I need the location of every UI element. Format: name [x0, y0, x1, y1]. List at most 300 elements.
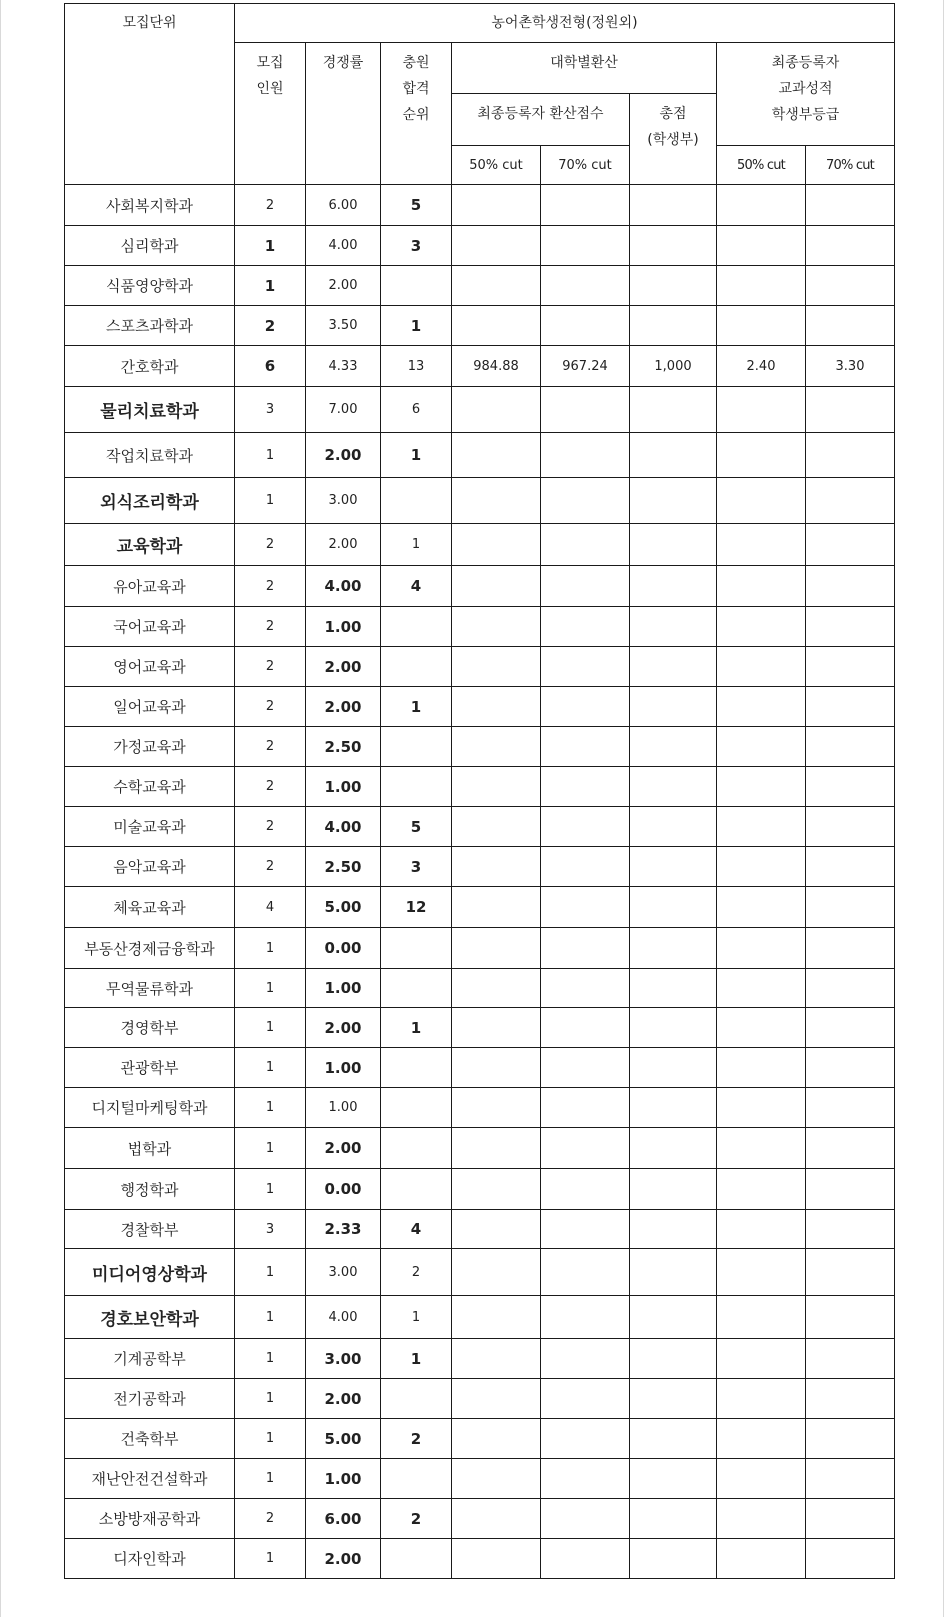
rank-cell: 4: [381, 1210, 452, 1249]
grade-cut50-cell: [717, 928, 806, 969]
score-cut50-cell: [452, 969, 541, 1008]
grade-cut50-cell: [717, 687, 806, 727]
score-cut70-cell: [541, 1379, 630, 1419]
rank-cell: [381, 1088, 452, 1128]
total-cell: [630, 524, 717, 566]
score-cut70-cell: [541, 1008, 630, 1048]
header-final-grade-line1: 최종등록자: [771, 55, 840, 71]
rank-cell: [381, 647, 452, 687]
rank-cell: [381, 1128, 452, 1169]
quota-cell: 1: [235, 1459, 306, 1499]
rank-cell: [381, 478, 452, 524]
quota-cell: 1: [235, 1249, 306, 1296]
quota-cell: 1: [235, 1419, 306, 1459]
grade-cut50-cell: [717, 524, 806, 566]
quota-cell: 2: [235, 185, 306, 226]
dept-cell: 행정학과: [65, 1169, 235, 1210]
total-cell: [630, 1499, 717, 1539]
table-row: [65, 969, 895, 1008]
dept-cell: 경호보안학과: [65, 1296, 235, 1339]
grade-cut50-cell: [717, 1379, 806, 1419]
score-cut50-cell: [452, 433, 541, 478]
grade-cut70-cell: [806, 807, 895, 847]
table-row: [65, 346, 895, 387]
rank-cell: 5: [381, 185, 452, 226]
rank-cell: [381, 266, 452, 306]
header-univ-conv: [452, 43, 717, 94]
header-final-grade-line2: 교과성적: [778, 81, 833, 97]
score-cut50-cell: [452, 226, 541, 266]
grade-cut50-cell: [717, 847, 806, 887]
header-quota: [235, 43, 306, 185]
score-cut50-cell: [452, 1128, 541, 1169]
rank-cell: [381, 1539, 452, 1579]
rate-cell: 5.00: [306, 887, 381, 928]
total-cell: 1,000: [630, 346, 717, 387]
rank-cell: 4: [381, 566, 452, 607]
rate-cell: 4.33: [306, 346, 381, 387]
score-cut70-cell: [541, 727, 630, 767]
grade-cut70-cell: [806, 185, 895, 226]
grade-cut70-cell: [806, 727, 895, 767]
dept-cell: 수학교육과: [65, 767, 235, 807]
score-cut70-cell: [541, 1169, 630, 1210]
grade-cut50-cell: [717, 807, 806, 847]
quota-cell: 1: [235, 1296, 306, 1339]
grade-cut70-cell: [806, 647, 895, 687]
rate-cell: 2.00: [306, 266, 381, 306]
score-cut70-cell: [541, 306, 630, 346]
table-row: [65, 1169, 895, 1210]
grade-cut70-cell: [806, 969, 895, 1008]
table-row: [65, 1419, 895, 1459]
table-body: [65, 4, 895, 1579]
header-rank-line2: 합격: [402, 81, 430, 97]
total-cell: [630, 266, 717, 306]
rank-cell: [381, 1379, 452, 1419]
dept-cell: 디자인학과: [65, 1539, 235, 1579]
dept-cell: 기계공학부: [65, 1339, 235, 1379]
score-cut70-cell: [541, 185, 630, 226]
rank-cell: [381, 928, 452, 969]
score-cut70-cell: [541, 1048, 630, 1088]
table-row: [65, 478, 895, 524]
quota-cell: 2: [235, 807, 306, 847]
dept-cell: 심리학과: [65, 226, 235, 266]
rate-cell: 0.00: [306, 1169, 381, 1210]
dept-cell: 법학과: [65, 1128, 235, 1169]
table-row: [65, 1008, 895, 1048]
dept-cell: 국어교육과: [65, 607, 235, 647]
grade-cut70-cell: [806, 1008, 895, 1048]
rank-cell: 3: [381, 226, 452, 266]
grade-cut70-cell: [806, 607, 895, 647]
rank-cell: 5: [381, 807, 452, 847]
rate-cell: 1.00: [306, 1048, 381, 1088]
score-cut50-cell: [452, 607, 541, 647]
score-cut70-cell: [541, 847, 630, 887]
header-rate-text: 경쟁률: [322, 55, 364, 71]
header-quota-line2: 인원: [256, 81, 284, 97]
grade-cut50-cell: [717, 607, 806, 647]
table-row: [65, 767, 895, 807]
rank-cell: 2: [381, 1419, 452, 1459]
rank-cell: 1: [381, 1296, 452, 1339]
header-final-score: [452, 94, 630, 146]
dept-cell: 건축학부: [65, 1419, 235, 1459]
score-cut50-cell: [452, 1210, 541, 1249]
rank-cell: 2: [381, 1249, 452, 1296]
rank-cell: [381, 969, 452, 1008]
total-cell: [630, 1459, 717, 1499]
rank-cell: 1: [381, 433, 452, 478]
header-total-line2: (학생부): [647, 132, 699, 148]
score-cut70-cell: [541, 266, 630, 306]
quota-cell: 1: [235, 1048, 306, 1088]
dept-cell: 음악교육과: [65, 847, 235, 887]
rate-cell: 3.00: [306, 478, 381, 524]
quota-cell: 1: [235, 1008, 306, 1048]
rate-cell: 2.00: [306, 647, 381, 687]
table-row: [65, 687, 895, 727]
score-cut50-cell: [452, 687, 541, 727]
grade-cut50-cell: [717, 1008, 806, 1048]
header-final-score-text: 최종등록자 환산점수: [477, 106, 604, 122]
score-cut70-cell: [541, 647, 630, 687]
grade-cut70-cell: [806, 887, 895, 928]
dept-cell: 물리치료학과: [65, 387, 235, 433]
header-grade70: 70% cut: [806, 146, 895, 185]
header-unit: 모집단위: [65, 4, 235, 185]
grade-cut70-cell: [806, 1169, 895, 1210]
total-cell: [630, 1048, 717, 1088]
grade-cut70-cell: [806, 566, 895, 607]
total-cell: [630, 969, 717, 1008]
total-cell: [630, 1296, 717, 1339]
dept-cell: 유아교육과: [65, 566, 235, 607]
grade-cut70-cell: [806, 1210, 895, 1249]
score-cut50-cell: [452, 887, 541, 928]
score-cut70-cell: [541, 1339, 630, 1379]
total-cell: [630, 647, 717, 687]
dept-cell: 가정교육과: [65, 727, 235, 767]
dept-cell: 부동산경제금융학과: [65, 928, 235, 969]
table-row: [65, 226, 895, 266]
rate-cell: 2.00: [306, 1539, 381, 1579]
score-cut70-cell: [541, 607, 630, 647]
table-row: [65, 607, 895, 647]
quota-cell: 1: [235, 928, 306, 969]
quota-cell: 4: [235, 887, 306, 928]
score-cut70-cell: [541, 1249, 630, 1296]
dept-cell: 작업치료학과: [65, 433, 235, 478]
grade-cut50-cell: [717, 387, 806, 433]
grade-cut70-cell: [806, 687, 895, 727]
rank-cell: 1: [381, 1008, 452, 1048]
header-final-grade: [717, 43, 895, 146]
score-cut70-cell: [541, 807, 630, 847]
score-cut70-cell: [541, 524, 630, 566]
score-cut70-cell: [541, 1419, 630, 1459]
grade-cut50-cell: [717, 1249, 806, 1296]
grade-cut70-cell: [806, 1339, 895, 1379]
grade-cut70-cell: [806, 1499, 895, 1539]
page-left-border: [0, 0, 1, 1617]
grade-cut50-cell: [717, 1210, 806, 1249]
total-cell: [630, 1210, 717, 1249]
score-cut50-cell: [452, 1249, 541, 1296]
grade-cut70-cell: [806, 1249, 895, 1296]
dept-cell: 외식조리학과: [65, 478, 235, 524]
rank-cell: [381, 1169, 452, 1210]
grade-cut50-cell: [717, 1339, 806, 1379]
rank-cell: [381, 1459, 452, 1499]
total-cell: [630, 306, 717, 346]
rate-cell: 4.00: [306, 566, 381, 607]
dept-cell: 교육학과: [65, 524, 235, 566]
total-cell: [630, 1088, 717, 1128]
grade-cut50-cell: [717, 969, 806, 1008]
quota-cell: 1: [235, 1379, 306, 1419]
grade-cut70-cell: [806, 1128, 895, 1169]
rate-cell: 1.00: [306, 607, 381, 647]
score-cut50-cell: [452, 1169, 541, 1210]
score-cut70-cell: [541, 767, 630, 807]
total-cell: [630, 566, 717, 607]
grade-cut70-cell: [806, 1296, 895, 1339]
total-cell: [630, 478, 717, 524]
dept-cell: 전기공학과: [65, 1379, 235, 1419]
grade-cut70-cell: [806, 1419, 895, 1459]
quota-cell: 1: [235, 1169, 306, 1210]
dept-cell: 영어교육과: [65, 647, 235, 687]
rate-cell: 2.50: [306, 847, 381, 887]
score-cut50-cell: 984.88: [452, 346, 541, 387]
dept-cell: 무역물류학과: [65, 969, 235, 1008]
rank-cell: 2: [381, 1499, 452, 1539]
quota-cell: 2: [235, 767, 306, 807]
grade-cut70-cell: [806, 1379, 895, 1419]
table-row: [65, 524, 895, 566]
grade-cut70-cell: [806, 266, 895, 306]
rank-cell: 3: [381, 847, 452, 887]
rate-cell: 3.00: [306, 1249, 381, 1296]
grade-cut70-cell: 3.30: [806, 346, 895, 387]
score-cut70-cell: [541, 1539, 630, 1579]
score-cut50-cell: [452, 1048, 541, 1088]
dept-cell: 미술교육과: [65, 807, 235, 847]
rank-cell: 13: [381, 346, 452, 387]
rank-cell: [381, 607, 452, 647]
quota-cell: 1: [235, 226, 306, 266]
quota-cell: 2: [235, 607, 306, 647]
score-cut70-cell: [541, 1459, 630, 1499]
grade-cut50-cell: [717, 226, 806, 266]
grade-cut50-cell: [717, 1048, 806, 1088]
score-cut70-cell: 967.24: [541, 346, 630, 387]
admission-results-table: [64, 3, 895, 1579]
table-row: [65, 185, 895, 226]
table-row: [65, 887, 895, 928]
rate-cell: 3.00: [306, 1339, 381, 1379]
dept-cell: 재난안전건설학과: [65, 1459, 235, 1499]
table-row: [65, 847, 895, 887]
score-cut50-cell: [452, 478, 541, 524]
rate-cell: 1.00: [306, 1459, 381, 1499]
table-row: [65, 928, 895, 969]
table-row: [65, 1048, 895, 1088]
dept-cell: 일어교육과: [65, 687, 235, 727]
table-row: [65, 266, 895, 306]
header-total: [630, 94, 717, 185]
rate-cell: 0.00: [306, 928, 381, 969]
rate-cell: 6.00: [306, 185, 381, 226]
score-cut50-cell: [452, 767, 541, 807]
score-cut70-cell: [541, 969, 630, 1008]
quota-cell: 3: [235, 1210, 306, 1249]
rank-cell: 1: [381, 1339, 452, 1379]
score-cut50-cell: [452, 306, 541, 346]
rank-cell: [381, 767, 452, 807]
rate-cell: 2.00: [306, 524, 381, 566]
header-row-1: [65, 4, 895, 43]
total-cell: [630, 433, 717, 478]
grade-cut50-cell: [717, 767, 806, 807]
grade-cut50-cell: [717, 727, 806, 767]
score-cut50-cell: [452, 1088, 541, 1128]
header-univ-conv-text: 대학별환산: [550, 55, 618, 71]
quota-cell: 1: [235, 433, 306, 478]
table-row: [65, 1088, 895, 1128]
total-cell: [630, 185, 717, 226]
grade-cut70-cell: [806, 306, 895, 346]
score-cut50-cell: [452, 847, 541, 887]
grade-cut70-cell: [806, 1459, 895, 1499]
header-cut50: 50% cut: [452, 146, 541, 185]
score-cut70-cell: [541, 1128, 630, 1169]
score-cut50-cell: [452, 185, 541, 226]
score-cut50-cell: [452, 727, 541, 767]
grade-cut70-cell: [806, 524, 895, 566]
grade-cut50-cell: [717, 478, 806, 524]
grade-cut50-cell: [717, 306, 806, 346]
table-row: [65, 1249, 895, 1296]
table-row: [65, 1339, 895, 1379]
total-cell: [630, 807, 717, 847]
dept-cell: 디지털마케팅학과: [65, 1088, 235, 1128]
total-cell: [630, 887, 717, 928]
quota-cell: 2: [235, 524, 306, 566]
grade-cut50-cell: [717, 1169, 806, 1210]
table-row: [65, 807, 895, 847]
rate-cell: 7.00: [306, 387, 381, 433]
total-cell: [630, 1419, 717, 1459]
quota-cell: 2: [235, 1499, 306, 1539]
header-rank: [381, 43, 452, 185]
rate-cell: 2.00: [306, 1379, 381, 1419]
score-cut50-cell: [452, 647, 541, 687]
rate-cell: 2.00: [306, 433, 381, 478]
rank-cell: [381, 1048, 452, 1088]
total-cell: [630, 1379, 717, 1419]
score-cut50-cell: [452, 1539, 541, 1579]
score-cut70-cell: [541, 687, 630, 727]
total-cell: [630, 1169, 717, 1210]
dept-cell: 식품영양학과: [65, 266, 235, 306]
header-group: 농어촌학생전형(정원외): [235, 4, 895, 43]
total-cell: [630, 1249, 717, 1296]
rate-cell: 4.00: [306, 226, 381, 266]
grade-cut70-cell: [806, 387, 895, 433]
rate-cell: 4.00: [306, 807, 381, 847]
dept-cell: 소방방재공학과: [65, 1499, 235, 1539]
quota-cell: 2: [235, 566, 306, 607]
total-cell: [630, 387, 717, 433]
grade-cut50-cell: [717, 433, 806, 478]
score-cut50-cell: [452, 1339, 541, 1379]
rate-cell: 2.00: [306, 1008, 381, 1048]
table-row: [65, 387, 895, 433]
quota-cell: 3: [235, 387, 306, 433]
rate-cell: 4.00: [306, 1296, 381, 1339]
header-cut70: 70% cut: [541, 146, 630, 185]
score-cut50-cell: [452, 1379, 541, 1419]
quota-cell: 2: [235, 847, 306, 887]
dept-cell: 스포츠과학과: [65, 306, 235, 346]
score-cut50-cell: [452, 1499, 541, 1539]
table-row: [65, 1499, 895, 1539]
total-cell: [630, 767, 717, 807]
score-cut70-cell: [541, 226, 630, 266]
header-quota-line1: 모집: [256, 55, 284, 71]
rank-cell: 6: [381, 387, 452, 433]
header-rank-line1: 충원: [402, 55, 430, 71]
quota-cell: 2: [235, 727, 306, 767]
table-row: [65, 1539, 895, 1579]
score-cut70-cell: [541, 433, 630, 478]
table-row: [65, 1379, 895, 1419]
grade-cut70-cell: [806, 1088, 895, 1128]
score-cut50-cell: [452, 1419, 541, 1459]
grade-cut70-cell: [806, 478, 895, 524]
dept-cell: 경영학부: [65, 1008, 235, 1048]
table-row: [65, 727, 895, 767]
rate-cell: 2.50: [306, 727, 381, 767]
grade-cut50-cell: [717, 1539, 806, 1579]
grade-cut50-cell: [717, 566, 806, 607]
table-row: [65, 1128, 895, 1169]
header-grade50: 50% cut: [717, 146, 806, 185]
dept-cell: 경찰학부: [65, 1210, 235, 1249]
table-row: [65, 1296, 895, 1339]
grade-cut70-cell: [806, 1048, 895, 1088]
quota-cell: 2: [235, 647, 306, 687]
header-final-grade-line3: 학생부등급: [771, 107, 840, 123]
table-row: [65, 647, 895, 687]
score-cut70-cell: [541, 1088, 630, 1128]
score-cut50-cell: [452, 387, 541, 433]
table-row: [65, 433, 895, 478]
total-cell: [630, 687, 717, 727]
rate-cell: 5.00: [306, 1419, 381, 1459]
grade-cut70-cell: [806, 767, 895, 807]
dept-cell: 체육교육과: [65, 887, 235, 928]
score-cut50-cell: [452, 566, 541, 607]
rank-cell: 1: [381, 306, 452, 346]
quota-cell: 1: [235, 1339, 306, 1379]
dept-cell: 사회복지학과: [65, 185, 235, 226]
score-cut50-cell: [452, 266, 541, 306]
